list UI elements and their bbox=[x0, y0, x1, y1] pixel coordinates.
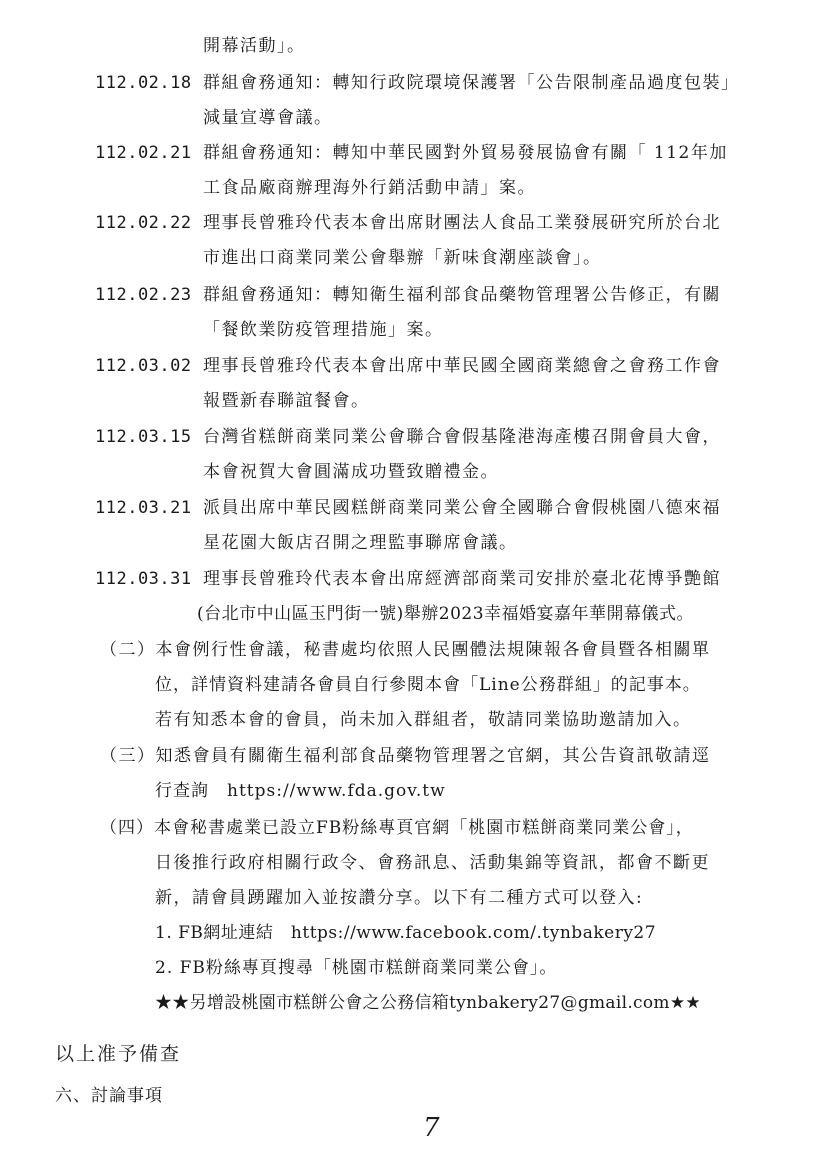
fb-search-item: 2. FB粉絲專頁搜尋「桃園市糕餅商業同業公會」。 bbox=[155, 958, 558, 978]
entry-text: 理事長曾雅玲代表本會出席財團法人食品工業發展研究所於台北 bbox=[203, 213, 721, 233]
section-two-text: 若有知悉本會的會員，尚未加入群組者，敬請同業協助邀請加入。 bbox=[155, 710, 692, 730]
entry-date: 112.03.02 bbox=[95, 356, 192, 376]
entry-text: 台灣省糕餅商業同業公會聯合會假基隆港海產樓召開會員大會， bbox=[203, 427, 721, 447]
section-four-text: 日後推行政府相關行政令、會務訊息、活動集錦等資訊，都會不斷更 bbox=[155, 853, 710, 873]
entry-text: 減量宣導會議。 bbox=[203, 108, 333, 128]
entry-text: (台北市中山區玉門街一號)舉辦2023幸福婚宴嘉年華開幕儀式。 bbox=[197, 604, 695, 624]
section-three-text: （三）知悉會員有關衛生福利部食品藥物管理署之官網，其公告資訊敬請逕 bbox=[100, 746, 711, 766]
entry-text: 工食品廠商辦理海外行銷活動申請」案。 bbox=[203, 178, 536, 198]
entry-date: 112.02.21 bbox=[95, 143, 192, 163]
entry-text: 星花園大飯店召開之理監事聯席會議。 bbox=[203, 533, 518, 553]
entry-date: 112.02.22 bbox=[95, 213, 192, 233]
entry-text: 「餐飲業防疫管理措施」案。 bbox=[203, 320, 444, 340]
entry-text: 市進出口商業同業公會舉辦「新味食潮座談會」。 bbox=[203, 248, 602, 268]
section-two-text: 位，詳情資料建請各會員自行參閱本會「Line公務群組」的記事本。 bbox=[155, 675, 701, 695]
email-notice: ★★另增設桃園市糕餅公會之公務信箱tynbakery27@gmail.com★★ bbox=[155, 993, 701, 1013]
fda-url: 行查詢 https://www.fda.gov.tw bbox=[155, 781, 446, 801]
summary-heading: 以上准予備查 bbox=[55, 1043, 182, 1065]
entry-text: 群組會務通知：轉知行政院環境保護署「公告限制產品過度包裝」 bbox=[203, 73, 740, 93]
entry-text: 本會祝賀大會圓滿成功暨致贈禮金。 bbox=[203, 462, 499, 482]
entry-date: 112.02.18 bbox=[95, 73, 192, 93]
entry-date: 112.03.31 bbox=[95, 569, 192, 589]
entry-text: 報暨新春聯誼餐會。 bbox=[203, 391, 370, 411]
entry-date: 112.03.15 bbox=[95, 427, 192, 447]
entry-text: 理事長曾雅玲代表本會出席中華民國全國商業總會之會務工作會 bbox=[203, 356, 721, 376]
entry-text: 群組會務通知：轉知衛生福利部食品藥物管理署公告修正，有關 bbox=[203, 285, 721, 305]
entry-text: 派員出席中華民國糕餅商業同業公會全國聯合會假桃園八德來福 bbox=[203, 498, 721, 518]
entry-date: 112.03.21 bbox=[95, 498, 192, 518]
section-four-text: 新，請會員踴躍加入並按讚分享。以下有二種方式可以登入: bbox=[155, 888, 644, 908]
section-four-text: （四）本會秘書處業已設立FB粉絲專頁官網「桃園市糕餅商業同業公會」， bbox=[100, 818, 694, 838]
fb-url-item: 1. FB網址連結 https://www.facebook.com/.tynbakery27 bbox=[155, 923, 657, 943]
page-number: 7 bbox=[423, 1113, 440, 1143]
discussion-heading: 六、討論事項 bbox=[55, 1086, 163, 1106]
entry-date: 112.02.23 bbox=[95, 285, 192, 305]
entry-text: 群組會務通知：轉知中華民國對外貿易發展協會有關「 112年加 bbox=[203, 143, 728, 163]
entry-text: 理事長曾雅玲代表本會出席經濟部商業司安排於臺北花博爭艷館 bbox=[203, 569, 721, 589]
section-two-text: （二）本會例行性會議，秘書處均依照人民團體法規陳報各會員暨各相關單 bbox=[100, 640, 711, 660]
continued-line: 開幕活動」。 bbox=[203, 36, 306, 56]
